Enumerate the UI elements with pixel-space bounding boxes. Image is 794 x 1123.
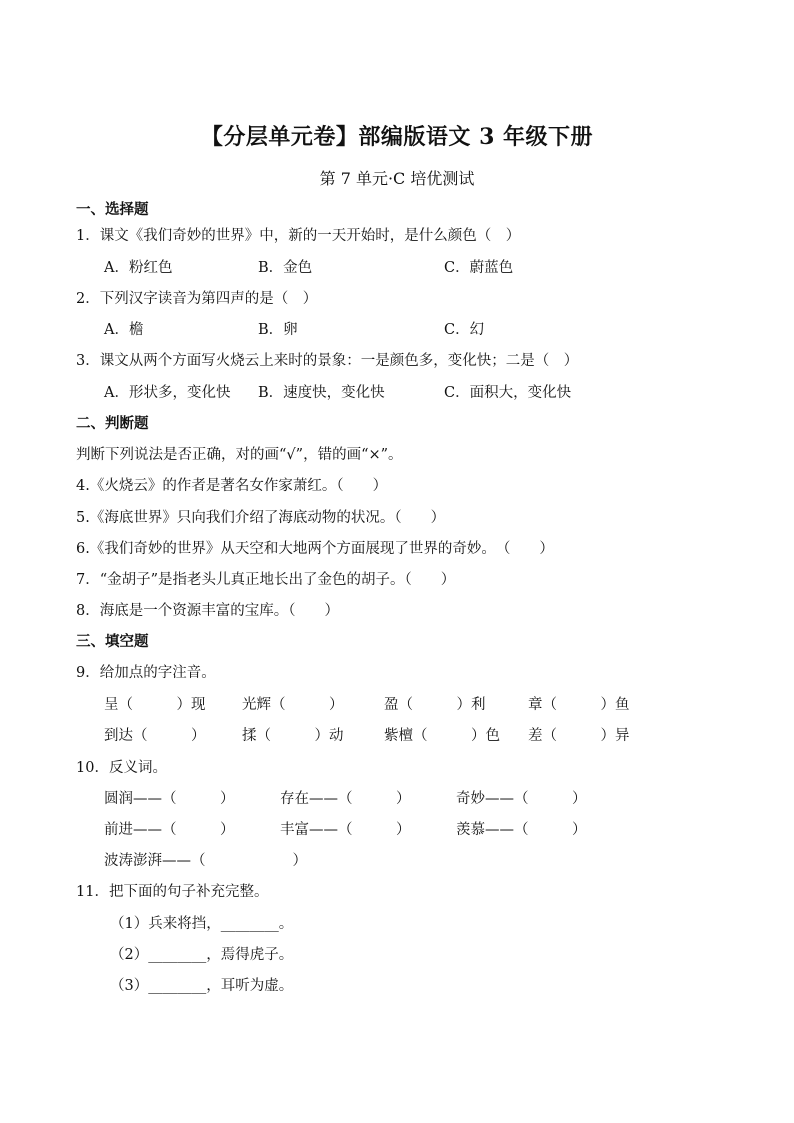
question-6: 6.《我们奇妙的世界》从天空和大地两个方面展现了世界的奇妙。 （ ） — [76, 541, 554, 557]
q3-option-c: C．面积大，变化快 — [444, 385, 572, 401]
pinyin-blank: 盈（ ）利 — [384, 697, 486, 713]
pinyin-blank: 紫檀（ ）色 — [384, 728, 500, 744]
antonym-blank: 前进——（ ） — [104, 822, 235, 838]
pinyin-blank: 光辉（ ） — [242, 697, 344, 713]
question-7: 7．“金胡子”是指老头儿真正地长出了金色的胡子。（ ） — [76, 572, 456, 588]
q2-option-b: B．卵 — [258, 322, 298, 338]
pinyin-blank: 到达（ ） — [104, 728, 206, 744]
q1-option-b: B．金色 — [258, 260, 313, 276]
q3-option-b: B．速度快，变化快 — [258, 385, 385, 401]
question-8: 8．海底是一个资源丰富的宝库。（ ） — [76, 603, 339, 619]
question-4: 4.《火烧云》的作者是著名女作家萧红。（ ） — [76, 478, 388, 494]
antonym-blank: 波涛澎湃——（ ） — [104, 853, 307, 869]
question-11: 11．把下面的句子补充完整。 — [76, 884, 269, 900]
judge-instruction: 判断下列说法是否正确，对的画“√”，错的画“×”。 — [76, 447, 403, 463]
question-9: 9．给加点的字注音。 — [76, 665, 216, 681]
q2-option-c: C．幻 — [444, 322, 485, 338]
sentence-blank: （3）________，耳听为虚。 — [110, 978, 294, 994]
section-heading-choice: 一、选择题 — [76, 201, 149, 218]
sentence-blank: （2）________，焉得虎子。 — [110, 947, 294, 963]
antonym-blank: 存在——（ ） — [280, 791, 411, 807]
page-subtitle: 第 7 单元·C 培优测试 — [319, 169, 475, 188]
pinyin-blank: 呈（ ）现 — [104, 697, 206, 713]
q1-option-c: C．蔚蓝色 — [444, 260, 514, 276]
pinyin-blank: 章（ ）鱼 — [528, 697, 630, 713]
question-1: 1．课文《我们奇妙的世界》中，新的一天开始时，是什么颜色（ ） — [76, 228, 521, 244]
page-title: 【分层单元卷】部编版语文 3 年级下册 — [200, 124, 594, 150]
section-heading-judge: 二、判断题 — [76, 415, 149, 432]
antonym-blank: 丰富——（ ） — [280, 822, 411, 838]
question-3: 3．课文从两个方面写火烧云上来时的景象：一是颜色多，变化快；二是（ ） — [76, 353, 579, 369]
antonym-blank: 羡慕——（ ） — [456, 822, 587, 838]
question-2: 2．下列汉字读音为第四声的是（ ） — [76, 291, 318, 307]
sentence-blank: （1）兵来将挡，________。 — [110, 916, 294, 932]
question-5: 5.《海底世界》只向我们介绍了海底动物的状况。（ ） — [76, 510, 446, 526]
section-heading-fill: 三、填空题 — [76, 633, 149, 650]
question-10: 10．反义词。 — [76, 760, 167, 776]
q2-option-a: A．檐 — [104, 322, 144, 338]
q3-option-a: A．形状多，变化快 — [104, 385, 231, 401]
q1-option-a: A．粉红色 — [104, 260, 173, 276]
pinyin-blank: 揉（ ）动 — [242, 728, 344, 744]
antonym-blank: 圆润——（ ） — [104, 791, 235, 807]
pinyin-blank: 差（ ）异 — [528, 728, 630, 744]
antonym-blank: 奇妙——（ ） — [456, 791, 587, 807]
